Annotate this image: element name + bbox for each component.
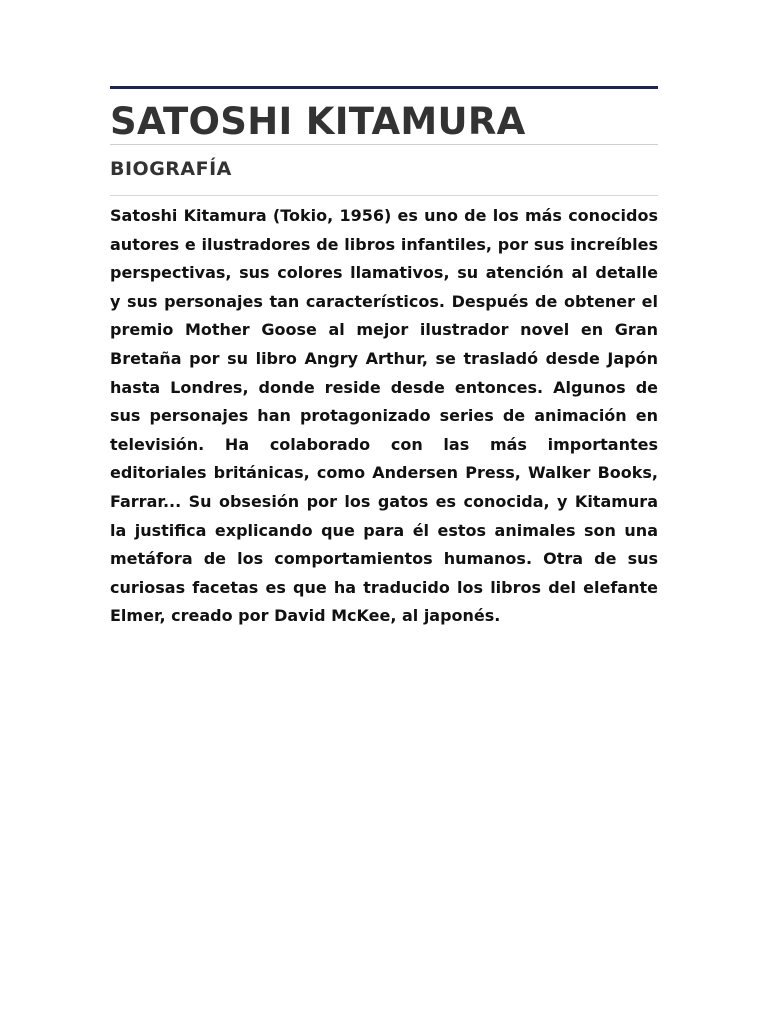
section-divider [110,195,658,196]
page-title: SATOSHI KITAMURA [110,100,526,143]
top-rule [110,86,658,89]
biography-paragraph: Satoshi Kitamura (Tokio, 1956) es uno de los más conocidos autores e ilustradores de libros infantiles, por sus increíbles perspectivas, sus colores llamativos, su atención al detalle y sus personajes tan característicos. Después de obtener el premio Mother Goose al mejor ilustrador novel en Gran Bretaña por su libro Angry Arthur, se trasladó desde Japón hasta Londres, donde reside desde entonces. Algunos de sus personajes han protagonizado series de animación en televisión. Ha colaborado con las más importantes editoriales británicas, como Andersen Press, Walker Books, Farrar... Su obsesión por los gatos es conocida, y Kitamura la justifica explicando que para él estos animales son una metáfora de los comportamientos humanos. Otra de sus curiosas facetas es que ha traducido los libros del elefante Elmer, creado por David McKee, al japonés. [110,206,658,626]
title-divider [110,144,658,145]
document-page [110,86,658,631]
section-heading: BIOGRAFÍA [110,158,232,180]
